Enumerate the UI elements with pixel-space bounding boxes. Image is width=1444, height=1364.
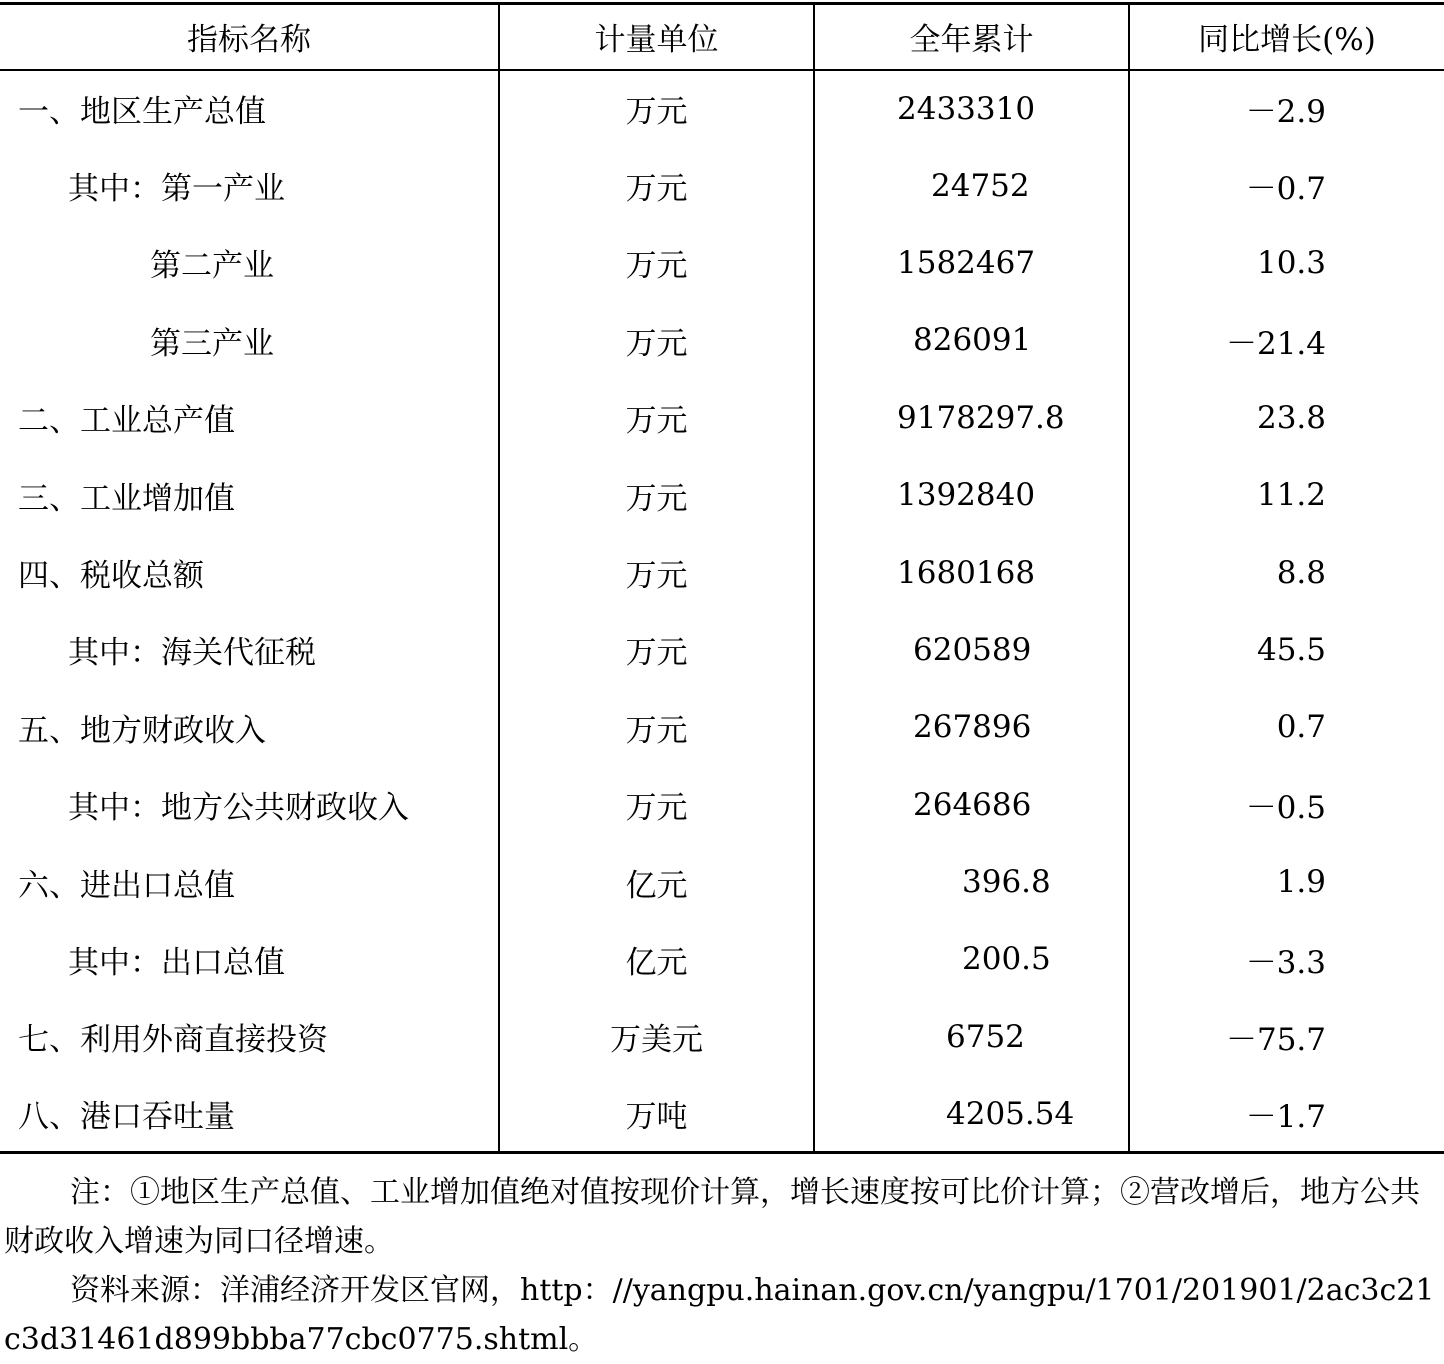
annual-total-cell: [814, 766, 1129, 843]
indicator-name-cell: 三、工业增加值: [18, 480, 235, 517]
yoy-growth-cell: 10.3: [1129, 224, 1444, 301]
table-row: [0, 302, 1444, 379]
table-row: [0, 456, 1444, 533]
indicator-name-cell: 八、港口吞吐量: [0, 1076, 499, 1153]
table-notes: [4, 1168, 1444, 1364]
unit-cell: 万元: [499, 379, 814, 456]
unit-cell: 万元: [499, 766, 814, 843]
table-row: [0, 379, 1444, 456]
indicator-name-cell: 第二产业: [150, 248, 274, 285]
annual-total-cell: [814, 379, 1129, 456]
table-row: [0, 611, 1444, 688]
annual-total-cell: [814, 843, 1129, 920]
annual-total-value: 6752: [946, 1018, 1025, 1055]
table-row: [0, 843, 1444, 920]
indicator-name-cell: 其中：第一产业: [68, 171, 285, 208]
annual-total-value: 200.5: [962, 941, 1051, 978]
table-header-row: [0, 4, 1444, 70]
unit-cell: 万吨: [499, 1076, 814, 1153]
header-annual-total: 全年累计: [814, 4, 1129, 70]
unit-cell: 万元: [499, 70, 814, 147]
annual-total-cell: [814, 70, 1129, 147]
unit-cell: 亿元: [499, 921, 814, 998]
yoy-growth-cell: －21.4: [1129, 302, 1444, 379]
annual-total-value: 264686: [913, 786, 1032, 823]
indicator-name-cell: 一、地区生产总值: [18, 94, 266, 131]
yoy-growth-cell: 8.8: [1129, 534, 1444, 611]
yoy-growth-cell: 11.2: [1129, 456, 1444, 533]
annual-total-cell: [814, 921, 1129, 998]
annual-total-value: 9178297.8: [897, 399, 1065, 436]
unit-cell: 万元: [499, 224, 814, 301]
yoy-growth-cell: －2.9: [1129, 70, 1444, 147]
table-row: [0, 998, 1444, 1075]
statistics-table-container: [0, 2, 1444, 1154]
yoy-growth-cell: －0.5: [1129, 766, 1444, 843]
table-row: [0, 689, 1444, 766]
annual-total-value: 396.8: [962, 864, 1051, 901]
annual-total-value: 620589: [913, 631, 1032, 668]
table-row: [0, 147, 1444, 224]
table-row: [0, 1076, 1444, 1153]
annual-total-value: 24752: [931, 167, 1030, 204]
indicator-name-cell: 五、地方财政收入: [18, 712, 266, 749]
note-text: 注：①地区生产总值、工业增加值绝对值按现价计算，增长速度按可比价计算；②营改增后，地方公共财政收入增速为同口径增速。: [4, 1175, 1420, 1259]
annual-total-cell: [814, 534, 1129, 611]
yoy-growth-cell: 0.7: [1129, 689, 1444, 766]
annual-total-cell: [814, 147, 1129, 224]
yoy-growth-cell: －3.3: [1129, 921, 1444, 998]
statistics-table: [0, 2, 1444, 1154]
unit-cell: 万元: [499, 534, 814, 611]
unit-cell: 亿元: [499, 843, 814, 920]
indicator-name-cell: 其中：地方公共财政收入: [68, 790, 409, 827]
annual-total-cell: [814, 689, 1129, 766]
annual-total-value: 1392840: [897, 477, 1036, 514]
yoy-growth-cell: 1.9: [1129, 843, 1444, 920]
indicator-name-cell: 二、工业总产值: [18, 403, 235, 440]
yoy-growth-cell: －1.7: [1129, 1076, 1444, 1153]
annual-total-cell: [814, 456, 1129, 533]
annual-total-value: 1680168: [897, 554, 1036, 591]
annual-total-value: 1582467: [897, 244, 1036, 281]
table-row: [0, 921, 1444, 998]
indicator-name-cell: 六、进出口总值: [18, 867, 235, 904]
table-row: [0, 224, 1444, 301]
indicator-name-cell: 七、利用外商直接投资: [18, 1022, 328, 1059]
annual-total-value: 4205.54: [946, 1095, 1075, 1132]
annual-total-cell: [814, 611, 1129, 688]
annual-total-cell: [814, 224, 1129, 301]
table-row: [0, 70, 1444, 147]
indicator-name-cell: 其中：海关代征税: [68, 635, 316, 672]
table-row: [0, 766, 1444, 843]
indicator-name-cell: 四、税收总额: [18, 558, 204, 595]
source-text: 资料来源：洋浦经济开发区官网，http：//yangpu.hainan.gov.cn/yangpu/1701/201901/2ac3c21c3d31461d899bbba77cbc0775.shtml。: [4, 1273, 1435, 1357]
annual-total-cell: [814, 998, 1129, 1075]
header-unit: 计量单位: [499, 4, 814, 70]
unit-cell: 万元: [499, 456, 814, 533]
annual-total-cell: [814, 302, 1129, 379]
unit-cell: 万元: [499, 302, 814, 379]
yoy-growth-cell: －75.7: [1129, 998, 1444, 1075]
table-row: [0, 534, 1444, 611]
indicator-name-cell: 第三产业: [150, 325, 274, 362]
unit-cell: 万元: [499, 689, 814, 766]
unit-cell: 万元: [499, 147, 814, 224]
unit-cell: 万美元: [499, 998, 814, 1075]
yoy-growth-cell: 23.8: [1129, 379, 1444, 456]
header-indicator-name: 指标名称: [0, 4, 499, 70]
annual-total-value: 826091: [913, 322, 1032, 359]
unit-cell: 万元: [499, 611, 814, 688]
table-body: [0, 70, 1444, 1153]
yoy-growth-cell: －0.7: [1129, 147, 1444, 224]
header-yoy-growth: 同比增长(%): [1129, 4, 1444, 70]
annual-total-value: 267896: [913, 709, 1032, 746]
yoy-growth-cell: 45.5: [1129, 611, 1444, 688]
annual-total-value: 2433310: [897, 90, 1036, 127]
annual-total-cell: [814, 1076, 1129, 1153]
indicator-name-cell: 其中：出口总值: [68, 944, 285, 981]
